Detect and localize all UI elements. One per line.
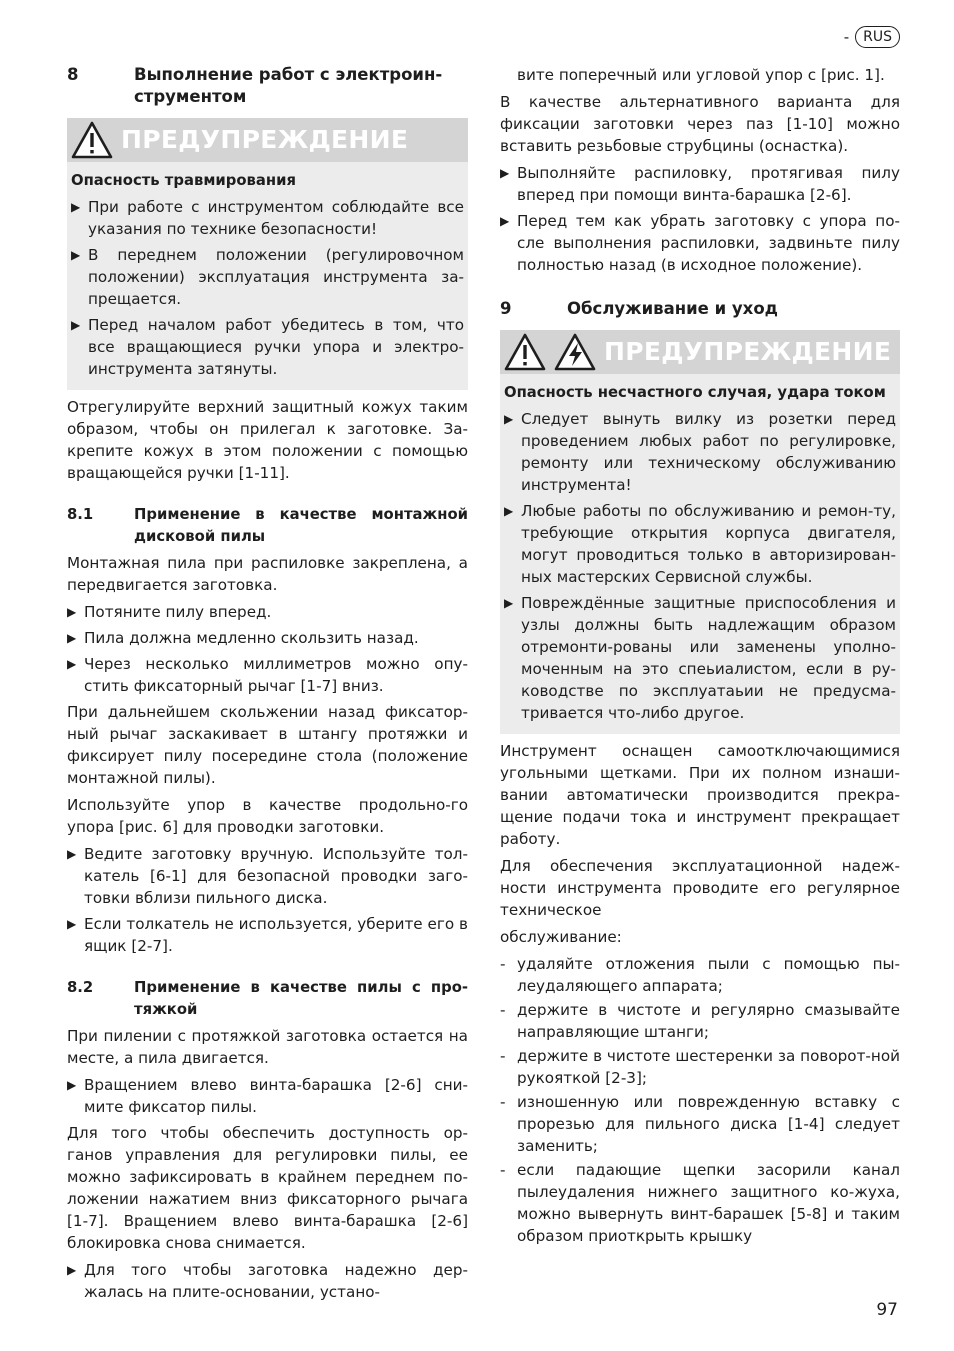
list-item-text: держите в чистоте и регулярно смазывайте направляющие штанги;	[517, 1001, 900, 1041]
list-item	[67, 843, 468, 909]
dash-list-item	[500, 1091, 900, 1157]
warning-header	[67, 118, 468, 162]
bullet-arrow-icon: ▶	[67, 917, 77, 931]
list-item	[500, 210, 900, 276]
warning-title: ПРЕДУПРЕЖДЕНИЕ	[121, 125, 409, 154]
paragraph: При дальнейшем скольжении назад фиксатор-ный рычаг заскакивает в штангу протяжки и фиксирует пилу посередине стола (положение монтажной пилы).	[67, 703, 468, 787]
paragraph: Используйте упор в качестве продольно-го упора [рис. 6] для проводки заготовки.	[67, 796, 468, 836]
bullet-arrow-icon: ▶	[504, 504, 514, 518]
warning-subtitle: Опасность травмирования	[71, 172, 296, 189]
section-9-heading	[500, 298, 900, 320]
warning-item	[71, 314, 464, 380]
dash-marker: -	[500, 1001, 506, 1019]
section-number: 8.2	[67, 979, 94, 996]
page-header	[844, 26, 900, 48]
section-title: Обслуживание и уход	[567, 299, 778, 318]
list-item-text: Если толкатель не используется, уберите его в ящик [2-7].	[84, 915, 468, 955]
left-column	[67, 64, 468, 1307]
dash-marker: -	[500, 1093, 506, 1111]
warning-box	[67, 118, 468, 390]
dash-list-item	[500, 1045, 900, 1089]
warning-header	[500, 330, 900, 374]
list-item-text: удаляйте отложения пыли с помощью пы-леудаляющего аппарата;	[517, 955, 900, 995]
section-8-1-heading	[67, 504, 468, 548]
warning-body	[500, 374, 900, 734]
dash-list-item	[500, 953, 900, 997]
warning-item-text: Любые работы по обслуживанию и ремон-ту, требующие открытия корпуса двигателя, могут проводиться только в авторизирован-ных мастерских Сервисной службы.	[521, 502, 896, 586]
dash-marker: -	[500, 955, 506, 973]
warning-item	[504, 408, 896, 496]
warning-triangle-icon	[71, 121, 113, 159]
section-number: 8.1	[67, 506, 94, 523]
spacer	[500, 280, 900, 298]
section-title: Выполнение работ с электроин-струментом	[134, 65, 443, 106]
list-item-text: Через несколько миллиметров можно опу-стить фиксаторный рычаг [1-7] вниз.	[84, 655, 468, 695]
warning-item-text: Повреждённые защитные приспособления и узлы должны быть надлежащим образом отремонти-рованы или заменены уполно-моченным на это спеьиалистом, если в ру-ководстве по эксплуатаьии не предусма-тривается что-либо другое.	[521, 594, 896, 722]
dash-list-item	[500, 1159, 900, 1247]
bullet-arrow-icon: ▶	[504, 412, 514, 426]
section-number: 8	[67, 65, 79, 84]
list-item-text: Ведите заготовку вручную. Используйте тол-катель [6-1] для безопасной проводки заго-товки вблизи пильного диска.	[84, 845, 468, 907]
list-item-text: Вращением влево винта-барашка [2-6] сни-мите фиксатор пилы.	[84, 1076, 468, 1116]
warning-item-text: При работе с инструментом соблюдайте все указания по технике безопасности!	[88, 198, 464, 238]
bullet-arrow-icon: ▶	[500, 214, 510, 228]
warning-subtitle: Опасность несчастного случая, удара током	[504, 384, 886, 401]
right-column	[500, 64, 900, 1249]
warning-title: ПРЕДУПРЕЖДЕНИЕ	[604, 337, 892, 366]
section-title: Применение в качестве пилы с про-тяжкой	[134, 979, 468, 1018]
warning-item	[504, 592, 896, 724]
section-number: 9	[500, 299, 512, 318]
list-item	[67, 627, 468, 649]
dash-marker: -	[500, 1161, 506, 1179]
bullet-arrow-icon: ▶	[67, 847, 77, 861]
list-item-text: Выполняйте распиловку, протягивая пилу вперед при помощи винта-барашка [2-6].	[517, 164, 900, 204]
warning-item-text: Перед началом работ убедитесь в том, что все вращающиеся ручки упора и электро-инструмента затянуты.	[88, 316, 464, 378]
warning-item-text: В переднем положении (регулировочном положении) эксплуатация инструмента за-прещается.	[88, 246, 464, 308]
bullet-arrow-icon: ▶	[71, 318, 81, 332]
paragraph: Для того чтобы обеспечить доступность ор-ганов управления для регулировки пилы, ее можно зафиксировать в крайнем переднем по-ложении нажатием вниз фиксаторного рычага [1-7]. Вращением влево винта-барашка [2-6] блокировка снова снимается.	[67, 1124, 468, 1252]
paragraph: Отрегулируйте верхний защитный кожух таким образом, чтобы он прилегал к заготовке. За-крепите кожух в этом положении с помощью вращающейся ручки [1-11].	[67, 398, 468, 482]
section-8-heading	[67, 64, 468, 108]
bullet-arrow-icon: ▶	[71, 200, 81, 214]
bullet-arrow-icon: ▶	[500, 166, 510, 180]
paragraph: Монтажная пила при распиловке закреплена, а передвигается заготовка.	[67, 554, 468, 594]
paragraph: В качестве альтернативного варианта для фиксации заготовки через паз [1-10] можно вставить резьбовые струбцины (оснастка).	[500, 93, 900, 155]
bullet-arrow-icon: ▶	[67, 631, 77, 645]
electric-hazard-icon	[554, 333, 596, 371]
list-item-text: если падающие щепки засорили канал пылеудаления нижнего защитного ко-жуха, можно вывернуть винт-барашек [5-8] и таким образом приоткрыть крышку	[517, 1161, 900, 1245]
list-item-text: Пила должна медленно скользить назад.	[84, 629, 419, 647]
paragraph: обслуживание:	[500, 928, 622, 946]
list-item	[67, 1259, 468, 1303]
section-8-2-heading	[67, 977, 468, 1021]
list-item	[67, 601, 468, 623]
warning-item	[71, 196, 464, 240]
dash-marker: -	[500, 1047, 506, 1065]
paragraph: Инструмент оснащен самоотключающимися угольными щетками. При их полном изнаши-вании автоматически производится прекра-щение подачи тока и инструмент прекращает работу.	[500, 742, 900, 848]
warning-box	[500, 330, 900, 734]
warning-triangle-icon	[504, 333, 546, 371]
bullet-arrow-icon: ▶	[504, 596, 514, 610]
warning-item	[71, 244, 464, 310]
continued-text: вите поперечный или угловой упор с [рис. 1].	[517, 66, 885, 84]
paragraph: Для обеспечения эксплуатационной надеж-ности инструмента проводите его регулярное техническое	[500, 857, 900, 919]
list-item	[67, 1074, 468, 1118]
bullet-arrow-icon: ▶	[71, 248, 81, 262]
warning-item	[504, 500, 896, 588]
language-badge: RUS	[855, 26, 900, 48]
warning-body	[67, 162, 468, 390]
bullet-arrow-icon: ▶	[67, 1078, 77, 1092]
list-item-text: изношенную или поврежденную вставку с прорезью для пильного диска [1-4] следует заменить;	[517, 1093, 900, 1155]
list-item	[67, 913, 468, 957]
dash-list-item	[500, 999, 900, 1043]
warning-item-text: Следует вынуть вилку из розетки перед проведением любых работ по регулировке, ремонту или техническому обслуживанию инструмента!	[521, 410, 896, 494]
paragraph: При пилении с протяжкой заготовка остается на месте, а пила двигается.	[67, 1027, 468, 1067]
bullet-arrow-icon: ▶	[67, 657, 77, 671]
list-item-text: Для того чтобы заготовка надежно дер-жалась на плите-основании, устано-	[84, 1261, 468, 1301]
section-title: Применение в качестве монтажной дисковой пилы	[134, 506, 468, 545]
list-item	[67, 653, 468, 697]
list-item-text: Перед тем как убрать заготовку с упора по-сле выполнения распиловки, задвиньте пилу полностью назад (в исходное положение).	[517, 212, 900, 274]
bullet-arrow-icon: ▶	[67, 605, 77, 619]
header-dash: -	[843, 28, 850, 46]
list-item	[500, 162, 900, 206]
list-item-text: Потяните пилу вперед.	[84, 603, 272, 621]
bullet-arrow-icon: ▶	[67, 1263, 77, 1277]
list-item-text: держите в чистоте шестеренки за поворот-ной рукояткой [2-3];	[517, 1047, 900, 1087]
page-number: 97	[876, 1300, 898, 1320]
